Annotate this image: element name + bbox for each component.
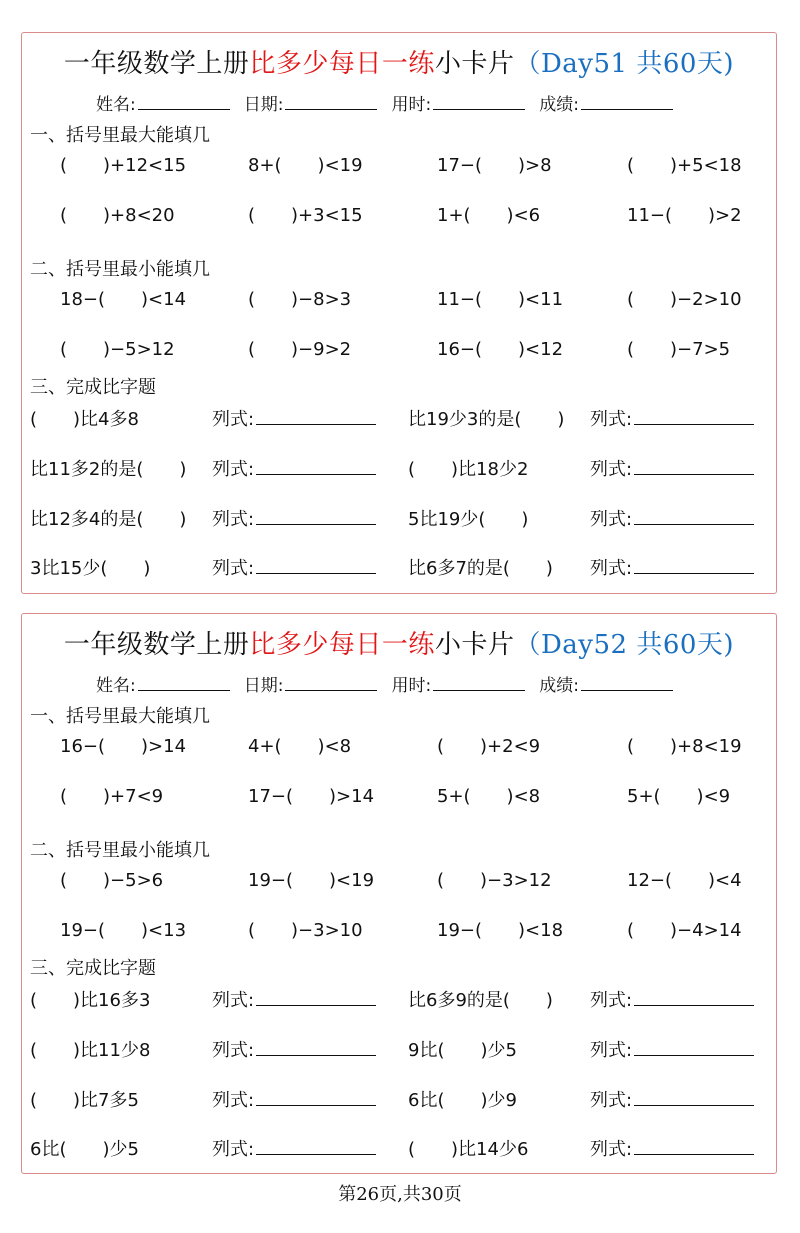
equation-item: ( )−5>6 — [60, 870, 164, 891]
equation-item: ( )+3<15 — [248, 205, 363, 226]
info-date-blank[interactable] — [285, 674, 377, 691]
practice-card — [21, 613, 777, 1174]
info-time-blank[interactable] — [433, 93, 525, 110]
formula-label: 列式: — [590, 1139, 633, 1160]
title-main: 一年级数学上册 — [63, 49, 250, 79]
equation-item: 4+( )<8 — [248, 736, 352, 757]
formula-label: 列式: — [590, 558, 633, 579]
equation-item: ( )−3>12 — [437, 870, 552, 891]
formula-field — [590, 1036, 754, 1062]
word-problem: 比12多4的是( ) — [30, 509, 187, 530]
word-problem: 比6多9的是( ) — [408, 990, 553, 1011]
section-heading: 三、完成比字题 — [30, 958, 156, 979]
formula-field — [212, 1086, 376, 1112]
formula-answer-line[interactable] — [256, 459, 376, 475]
equation-item: ( )+2<9 — [437, 736, 541, 757]
info-date — [244, 671, 386, 696]
formula-field — [212, 1036, 376, 1062]
title-suffix: 小卡片 — [434, 49, 515, 79]
formula-label: 列式: — [212, 1139, 255, 1160]
equation-item: ( )−2>10 — [627, 289, 742, 310]
equation-item: 16−( )>14 — [60, 736, 187, 757]
word-problem: ( )比7多5 — [30, 1090, 139, 1111]
equation-item: 18−( )<14 — [60, 289, 187, 310]
card-title — [22, 624, 776, 661]
formula-field — [212, 1135, 376, 1161]
formula-field — [590, 405, 754, 431]
info-name — [96, 671, 238, 696]
word-problem: 9比( )少5 — [408, 1040, 517, 1061]
word-problem: 比19少3的是( ) — [408, 409, 565, 430]
formula-label: 列式: — [212, 1090, 255, 1111]
formula-answer-line[interactable] — [256, 1090, 376, 1106]
formula-field — [212, 455, 376, 481]
formula-label: 列式: — [212, 990, 255, 1011]
formula-field — [590, 1086, 754, 1112]
formula-label: 列式: — [212, 558, 255, 579]
info-time — [391, 671, 533, 696]
formula-field — [590, 505, 754, 531]
title-day: （Day52 共60天) — [514, 630, 735, 660]
word-problem: 5比19少( ) — [408, 509, 529, 530]
equation-item: ( )+8<19 — [627, 736, 742, 757]
formula-field — [212, 986, 376, 1012]
info-score-label: 成绩: — [539, 676, 579, 696]
word-problem: ( )比4多8 — [30, 409, 139, 430]
equation-item: 17−( )>14 — [248, 786, 375, 807]
info-time-label: 用时: — [391, 676, 432, 696]
equation-item: 19−( )<13 — [60, 920, 187, 941]
equation-item: 11−( )>2 — [627, 205, 742, 226]
card-title — [22, 43, 776, 80]
info-time — [391, 90, 533, 115]
formula-label: 列式: — [590, 990, 633, 1011]
word-problem: 比11多2的是( ) — [30, 459, 187, 480]
info-time-label: 用时: — [391, 95, 432, 115]
info-score-blank[interactable] — [581, 93, 673, 110]
equation-item: 17−( )>8 — [437, 155, 552, 176]
word-problem: ( )比18少2 — [408, 459, 529, 480]
formula-answer-line[interactable] — [256, 409, 376, 425]
equation-item: 19−( )<18 — [437, 920, 564, 941]
equation-item: ( )−5>12 — [60, 339, 175, 360]
formula-answer-line[interactable] — [634, 990, 754, 1006]
formula-label: 列式: — [590, 409, 633, 430]
title-day: （Day51 共60天) — [514, 49, 735, 79]
info-row — [96, 671, 687, 696]
info-date-label: 日期: — [243, 95, 284, 115]
title-highlight: 比多少每日一练 — [249, 49, 435, 79]
page-footer: 第26页,共30页 — [338, 1184, 462, 1205]
title-highlight: 比多少每日一练 — [249, 630, 435, 660]
section-heading: 一、括号里最大能填几 — [30, 706, 210, 727]
section-heading: 三、完成比字题 — [30, 377, 156, 398]
info-name-blank[interactable] — [138, 674, 230, 691]
info-name-blank[interactable] — [138, 93, 230, 110]
formula-field — [590, 1135, 754, 1161]
info-score-label: 成绩: — [539, 95, 579, 115]
info-date — [244, 90, 386, 115]
formula-answer-line[interactable] — [634, 1040, 754, 1056]
equation-item: ( )−9>2 — [248, 339, 352, 360]
info-time-blank[interactable] — [433, 674, 525, 691]
formula-label: 列式: — [590, 1090, 633, 1111]
formula-answer-line[interactable] — [256, 990, 376, 1006]
formula-label: 列式: — [590, 1040, 633, 1061]
formula-field — [590, 455, 754, 481]
equation-item: ( )+5<18 — [627, 155, 742, 176]
info-date-label: 日期: — [243, 676, 284, 696]
word-problem: ( )比11少8 — [30, 1040, 151, 1061]
title-suffix: 小卡片 — [434, 630, 515, 660]
formula-answer-line[interactable] — [634, 1090, 754, 1106]
formula-label: 列式: — [212, 509, 255, 530]
info-name-label: 姓名: — [96, 676, 136, 696]
info-score — [539, 671, 681, 696]
equation-item: 5+( )<8 — [437, 786, 541, 807]
section-heading: 一、括号里最大能填几 — [30, 125, 210, 146]
formula-answer-line[interactable] — [256, 1139, 376, 1155]
info-score-blank[interactable] — [581, 674, 673, 691]
info-score — [539, 90, 681, 115]
formula-field — [590, 554, 754, 580]
word-problem: 6比( )少9 — [408, 1090, 517, 1111]
equation-item: 11−( )<11 — [437, 289, 564, 310]
formula-label: 列式: — [212, 1040, 255, 1061]
info-date-blank[interactable] — [285, 93, 377, 110]
equation-item: 12−( )<4 — [627, 870, 742, 891]
formula-field — [212, 405, 376, 431]
formula-answer-line[interactable] — [634, 509, 754, 525]
equation-item: ( )+12<15 — [60, 155, 187, 176]
equation-item: 16−( )<12 — [437, 339, 564, 360]
info-name-label: 姓名: — [96, 95, 136, 115]
formula-answer-line[interactable] — [256, 509, 376, 525]
word-problem: 比6多7的是( ) — [408, 558, 553, 579]
info-name — [96, 90, 238, 115]
equation-item: 5+( )<9 — [627, 786, 731, 807]
formula-field — [212, 554, 376, 580]
equation-item: 1+( )<6 — [437, 205, 541, 226]
equation-item: ( )−3>10 — [248, 920, 363, 941]
formula-answer-line[interactable] — [634, 558, 754, 574]
formula-answer-line[interactable] — [256, 1040, 376, 1056]
formula-answer-line[interactable] — [634, 1139, 754, 1155]
formula-label: 列式: — [212, 459, 255, 480]
info-row — [96, 90, 687, 115]
word-problem: 3比15少( ) — [30, 558, 151, 579]
word-problem: ( )比16多3 — [30, 990, 151, 1011]
formula-label: 列式: — [590, 459, 633, 480]
formula-label: 列式: — [590, 509, 633, 530]
formula-answer-line[interactable] — [634, 459, 754, 475]
practice-card — [21, 32, 777, 594]
section-heading: 二、括号里最小能填几 — [30, 259, 210, 280]
equation-item: 8+( )<19 — [248, 155, 363, 176]
formula-field — [212, 505, 376, 531]
equation-item: ( )+7<9 — [60, 786, 164, 807]
formula-answer-line[interactable] — [256, 558, 376, 574]
equation-item: 19−( )<19 — [248, 870, 375, 891]
equation-item: ( )−8>3 — [248, 289, 352, 310]
word-problem: 6比( )少5 — [30, 1139, 139, 1160]
formula-label: 列式: — [212, 409, 255, 430]
word-problem: ( )比14少6 — [408, 1139, 529, 1160]
equation-item: ( )−7>5 — [627, 339, 731, 360]
section-heading: 二、括号里最小能填几 — [30, 840, 210, 861]
formula-field — [590, 986, 754, 1012]
equation-item: ( )+8<20 — [60, 205, 175, 226]
equation-item: ( )−4>14 — [627, 920, 742, 941]
formula-answer-line[interactable] — [634, 409, 754, 425]
title-main: 一年级数学上册 — [63, 630, 250, 660]
